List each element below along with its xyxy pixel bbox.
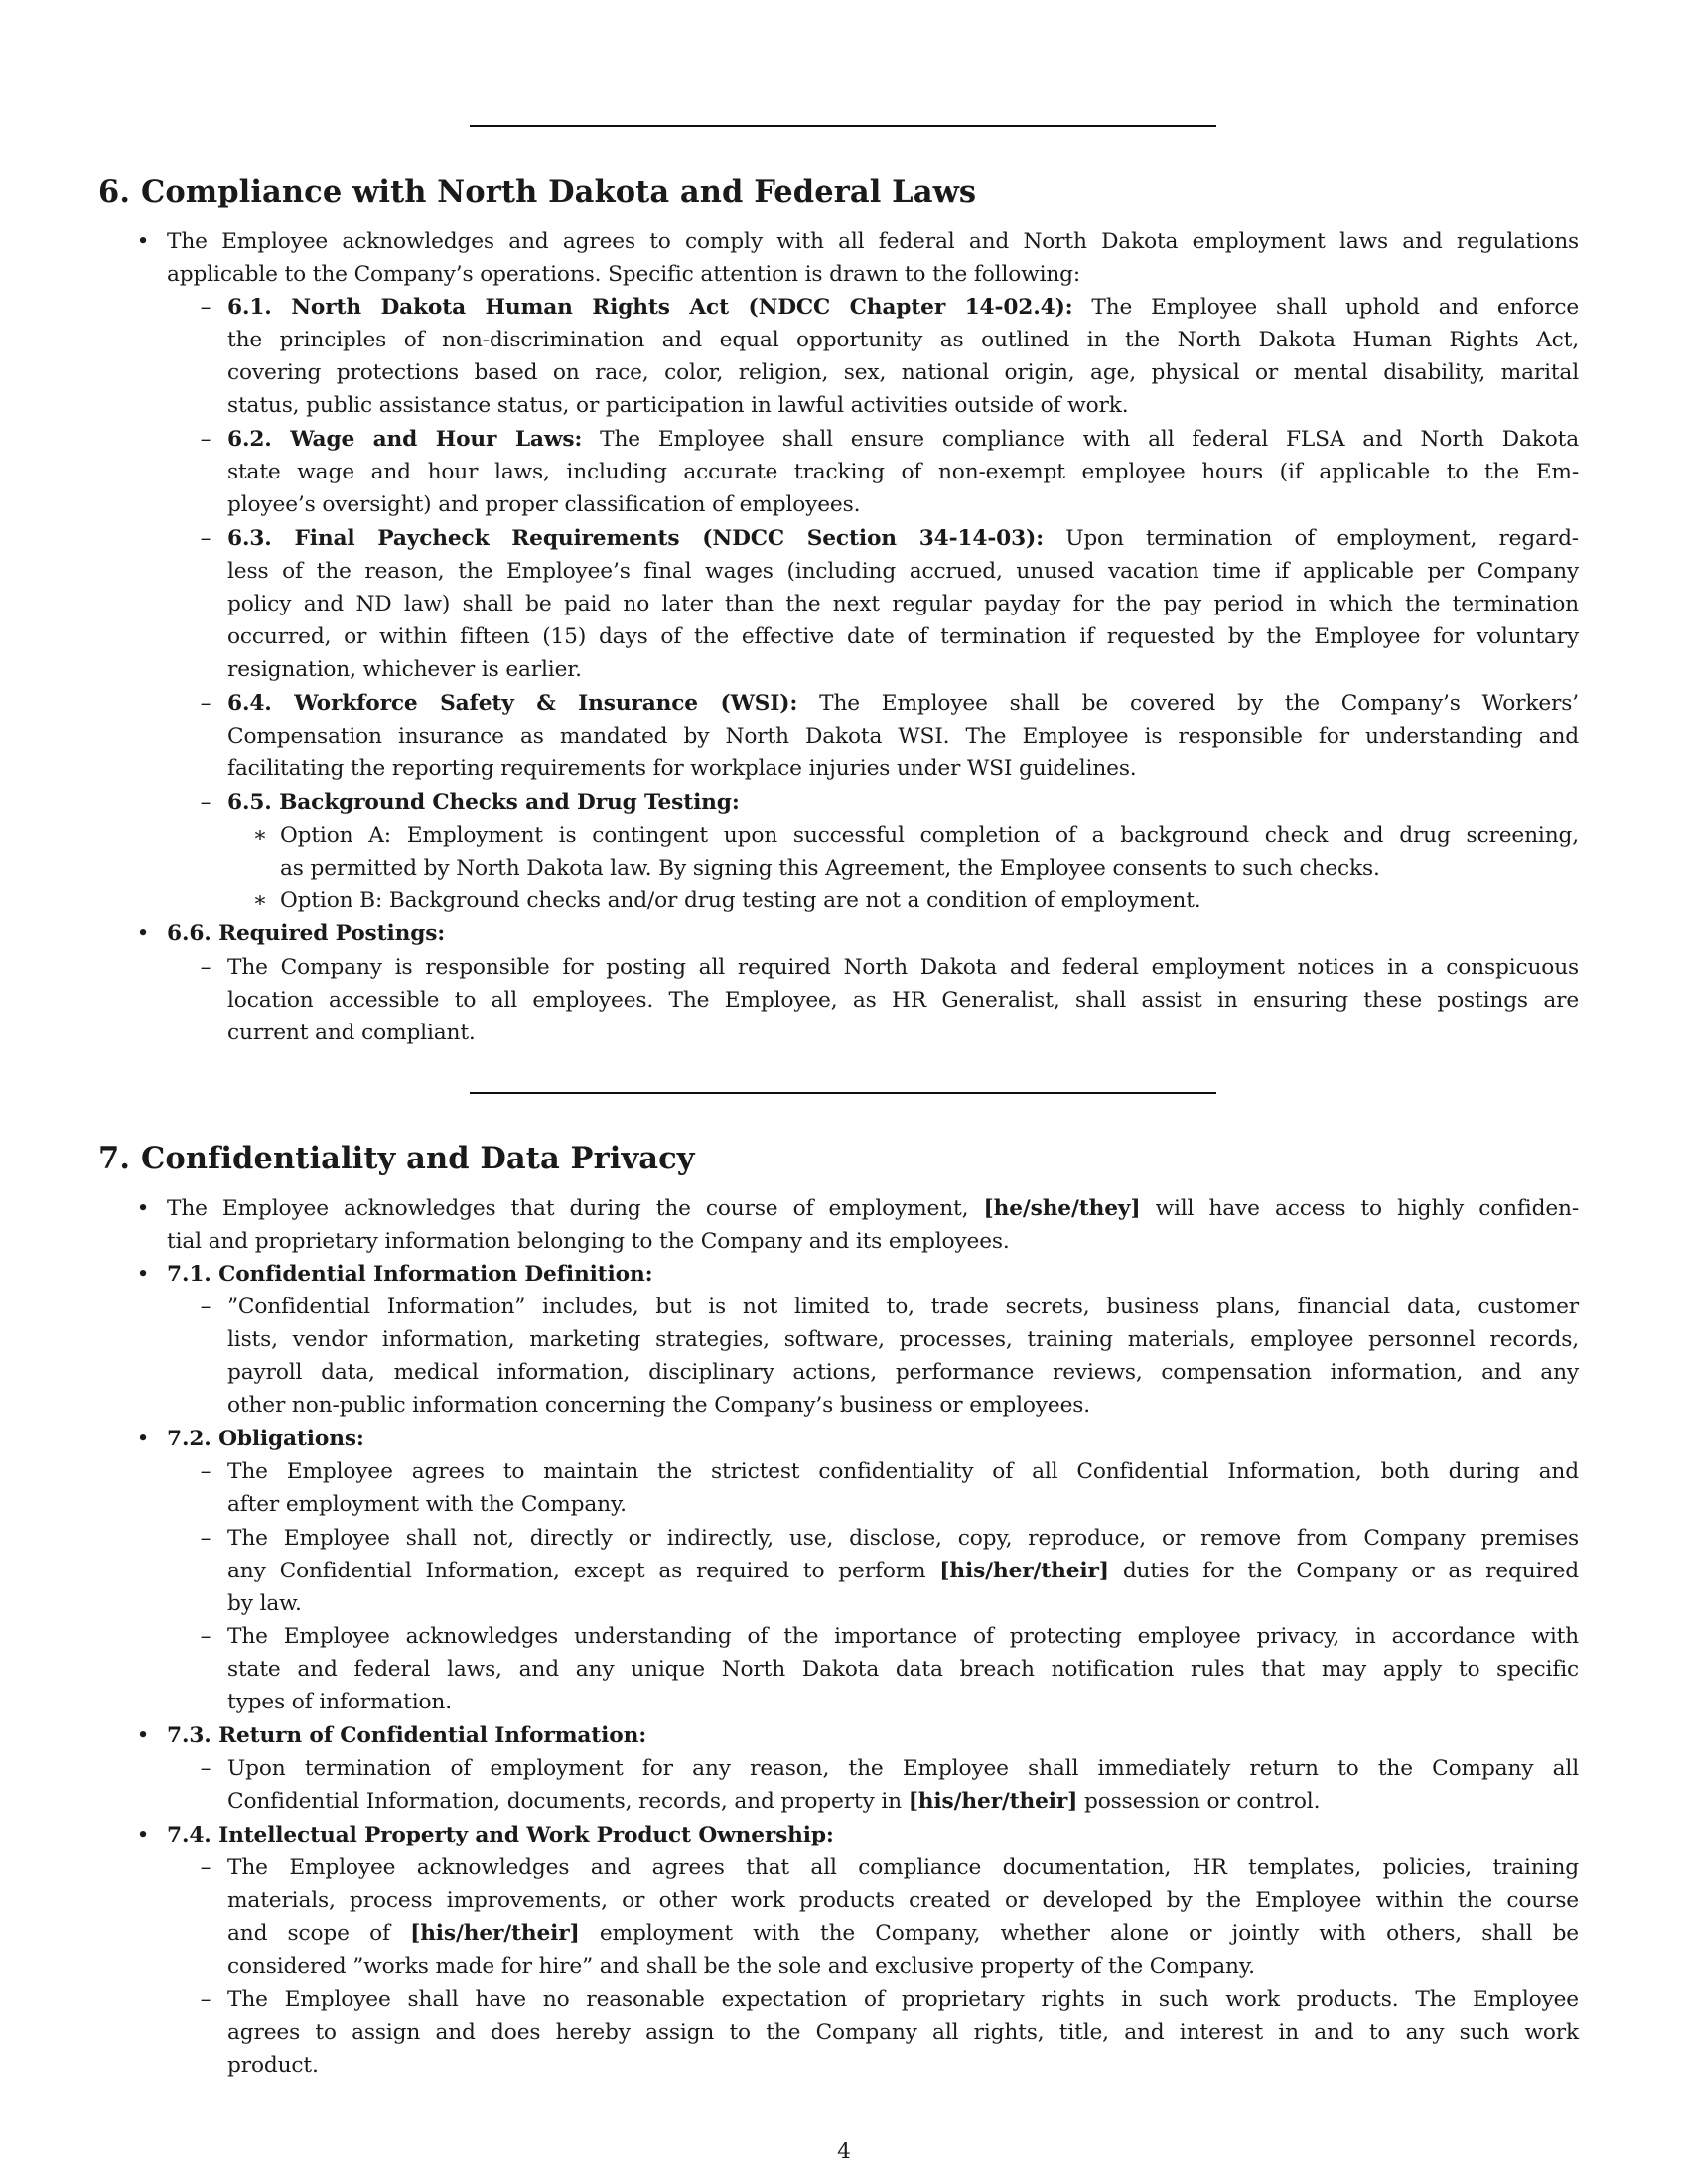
s7-2a-line-2: after employment with the Company. [227, 1492, 627, 1517]
s7-intro-text-b: will have access to highly confiden- [1155, 1196, 1580, 1221]
s6-5-label: 6.5. Background Checks and Drug Testing: [227, 790, 740, 815]
s6-3-line-2: less of the reason, the Employee’s final wages (including accrued, unused vacation time if applicable per Company [227, 559, 1579, 584]
s7-1-line-4: other non-public information concerning the Company’s business or employees. [227, 1393, 1090, 1418]
page-number: 4 [837, 2139, 851, 2164]
s7-intro-line-2: tial and proprietary information belonging to the Company and its employees. [167, 1229, 1010, 1254]
s7-4a-text-b: employment with the Company, whether alone or jointly with others, shall be [599, 1921, 1579, 1946]
s7-2-heading [167, 1423, 364, 1455]
option-b-line-1: Option B: Background checks and/or drug testing are not a condition of employment. [280, 888, 1201, 913]
s6-2-text: The Employee shall ensure compliance with all federal FLSA and North Dakota [600, 427, 1579, 452]
s6-6-line-3: current and compliant. [227, 1021, 476, 1045]
s7-4a-line-3 [227, 1917, 1579, 1950]
s7-2a-line-1: The Employee agrees to maintain the strictest confidentiality of all Confidential Information, both during and [227, 1459, 1579, 1484]
s6-3-line-3: policy and ND law) shall be paid no later than the next regular payday for the pay period in which the termination [227, 592, 1579, 616]
s6-1-line-4: status, public assistance status, or participation in lawful activities outside of work. [227, 393, 1129, 418]
s7-3-text-a: Confidential Information, documents, records, and property in [227, 1789, 902, 1814]
s6-intro-line-2: applicable to the Company’s operations. Specific attention is drawn to the following: [167, 262, 1081, 287]
s7-2c-line-1: The Employee acknowledges understanding of the importance of protecting employee privacy, in accordance with [227, 1624, 1579, 1649]
s6-4-line-1 [227, 687, 1579, 720]
s6-1-line-2: the principles of non-discrimination and equal opportunity as outlined in the North Dakota Human Rights Act, [227, 328, 1579, 352]
s7-2b-text-b: duties for the Company or as required [1122, 1559, 1579, 1583]
s6-2-line-3: ployee’s oversight) and proper classification of employees. [227, 492, 861, 517]
s6-3-label: 6.3. Final Paycheck Requirements (NDCC Section 34-14-03): [227, 526, 1045, 551]
dash-marker: – [200, 691, 211, 716]
s6-6-heading [167, 917, 445, 950]
dash-marker: – [200, 1987, 211, 2012]
s6-4-line-3: facilitating the reporting requirements for workplace injuries under WSI guidelines. [227, 756, 1137, 781]
option-a-line-1: Option A: Employment is contingent upon successful completion of a background check and drug screening, [280, 823, 1579, 848]
horizontal-rule-middle [470, 1092, 1216, 1094]
s7-4a-line-1: The Employee acknowledges and agrees that all compliance documentation, HR templates, policies, training [227, 1855, 1579, 1880]
s7-2b-text-a: any Confidential Information, except as required to perform [227, 1559, 926, 1583]
section-7-number: 7. [98, 1141, 131, 1176]
dash-marker: – [200, 1526, 211, 1551]
option-a-line-2: as permitted by North Dakota law. By signing this Agreement, the Employee consents to such checks. [280, 856, 1380, 881]
s7-1-line-2: lists, vendor information, marketing strategies, software, processes, training materials, employee personnel records, [227, 1327, 1579, 1352]
bullet-marker: • [136, 1427, 150, 1451]
s6-3-line-5: resignation, whichever is earlier. [227, 657, 582, 682]
s6-intro-line-1: The Employee acknowledges and agrees to comply with all federal and North Dakota employment laws and regulations [167, 229, 1579, 254]
s7-intro-text-a: The Employee acknowledges that during the course of employment, [167, 1196, 969, 1221]
dash-marker: – [200, 1855, 211, 1880]
dash-marker: – [200, 790, 211, 815]
s7-2-label: 7.2. Obligations: [167, 1427, 364, 1451]
s7-4b-line-1: The Employee shall have no reasonable expectation of proprietary rights in such work products. The Employee [227, 1987, 1579, 2012]
s6-5-line-1 [227, 786, 740, 819]
s7-4-label: 7.4. Intellectual Property and Work Product Ownership: [167, 1823, 834, 1847]
dash-marker: – [200, 1756, 211, 1781]
s7-2b-line-3: by law. [227, 1591, 302, 1616]
s7-4a-line-2: materials, process improvements, or other work products created or developed by the Employee within the course [227, 1888, 1579, 1913]
horizontal-rule-top [470, 125, 1216, 127]
s7-3-heading [167, 1719, 646, 1752]
bullet-marker: • [136, 1723, 150, 1748]
s7-1-line-3: payroll data, medical information, disciplinary actions, performance reviews, compensation information, and any [227, 1360, 1579, 1385]
s6-1-text: The Employee shall uphold and enforce [1091, 295, 1580, 320]
dash-marker: – [200, 295, 211, 320]
bullet-marker: • [136, 1823, 150, 1847]
s7-4b-line-2: agrees to assign and does hereby assign to the Company all rights, title, and interest in and to any such work [227, 2020, 1579, 2045]
s6-3-text: Upon termination of employment, regard- [1065, 526, 1579, 551]
s7-2b-line-2 [227, 1555, 1579, 1587]
section-7-heading [98, 1140, 695, 1177]
dash-marker: – [200, 427, 211, 452]
star-marker: ∗ [252, 823, 268, 848]
s6-4-line-2: Compensation insurance as mandated by North Dakota WSI. The Employee is responsible for understanding and [227, 724, 1579, 749]
bullet-marker: • [136, 921, 150, 946]
s6-2-line-2: state wage and hour laws, including accurate tracking of non-exempt employee hours (if applicable to the Em- [227, 460, 1579, 484]
s6-1-line-3: covering protections based on race, color, religion, sex, national origin, age, physical or mental disability, marital [227, 360, 1579, 385]
s6-4-label: 6.4. Workforce Safety & Insurance (WSI): [227, 691, 798, 716]
s6-3-line-4: occurred, or within fifteen (15) days of the effective date of termination if requested by the Employee for voluntary [227, 624, 1579, 649]
pronoun-placeholder: [his/her/their] [908, 1789, 1078, 1814]
section-7-title: Confidentiality and Data Privacy [141, 1141, 695, 1176]
dash-marker: – [200, 955, 211, 980]
s7-intro-line-1 [167, 1192, 1579, 1225]
pronoun-placeholder: [he/she/they] [983, 1196, 1141, 1221]
dash-marker: – [200, 1459, 211, 1484]
s7-4b-line-3: product. [227, 2053, 319, 2078]
dash-marker: – [200, 1295, 211, 1319]
s7-1-line-1: ”Confidential Information” includes, but is not limited to, trade secrets, business plans, financial data, customer [227, 1295, 1579, 1319]
s6-2-line-1 [227, 423, 1579, 456]
s7-3-line-2 [227, 1785, 1320, 1818]
s7-3-label: 7.3. Return of Confidential Information: [167, 1723, 647, 1748]
s7-4-heading [167, 1819, 834, 1851]
pronoun-placeholder: [his/her/their] [410, 1921, 580, 1946]
dash-marker: – [200, 526, 211, 551]
s6-6-label: 6.6. Required Postings: [167, 921, 446, 946]
s7-2c-line-3: types of information. [227, 1690, 452, 1714]
bullet-marker: • [136, 1196, 150, 1221]
s7-1-label: 7.1. Confidential Information Definition: [167, 1262, 653, 1287]
s7-2c-line-2: state and federal laws, and any unique North Dakota data breach notification rules that may apply to specific [227, 1657, 1579, 1682]
s7-3-text-b: possession or control. [1084, 1789, 1321, 1814]
star-marker: ∗ [252, 888, 268, 913]
s6-1-line-1 [227, 291, 1579, 324]
s6-3-line-1 [227, 522, 1579, 555]
bullet-marker: • [136, 229, 150, 254]
s7-2b-line-1: The Employee shall not, directly or indirectly, use, disclose, copy, reproduce, or remove from Company premises [227, 1526, 1579, 1551]
s7-4a-line-4: considered ”works made for hire” and shall be the sole and exclusive property of the Company. [227, 1954, 1255, 1979]
s6-1-label: 6.1. North Dakota Human Rights Act (NDCC Chapter 14-02.4): [227, 295, 1073, 320]
bullet-marker: • [136, 1262, 150, 1287]
section-6-heading [98, 173, 976, 210]
s7-3-line-1: Upon termination of employment for any reason, the Employee shall immediately return to the Company all [227, 1756, 1579, 1781]
s6-4-text: The Employee shall be covered by the Company’s Workers’ [819, 691, 1579, 716]
section-6-number: 6. [98, 174, 131, 209]
s6-6-line-1: The Company is responsible for posting all required North Dakota and federal employment notices in a conspicuous [227, 955, 1579, 980]
s6-6-line-2: location accessible to all employees. The Employee, as HR Generalist, shall assist in ensuring these postings are [227, 988, 1579, 1013]
s7-4a-text-a: and scope of [227, 1921, 390, 1946]
s7-1-heading [167, 1258, 652, 1291]
pronoun-placeholder: [his/her/their] [939, 1559, 1109, 1583]
s6-2-label: 6.2. Wage and Hour Laws: [227, 427, 583, 452]
section-6-title: Compliance with North Dakota and Federal Laws [141, 174, 977, 209]
dash-marker: – [200, 1624, 211, 1649]
